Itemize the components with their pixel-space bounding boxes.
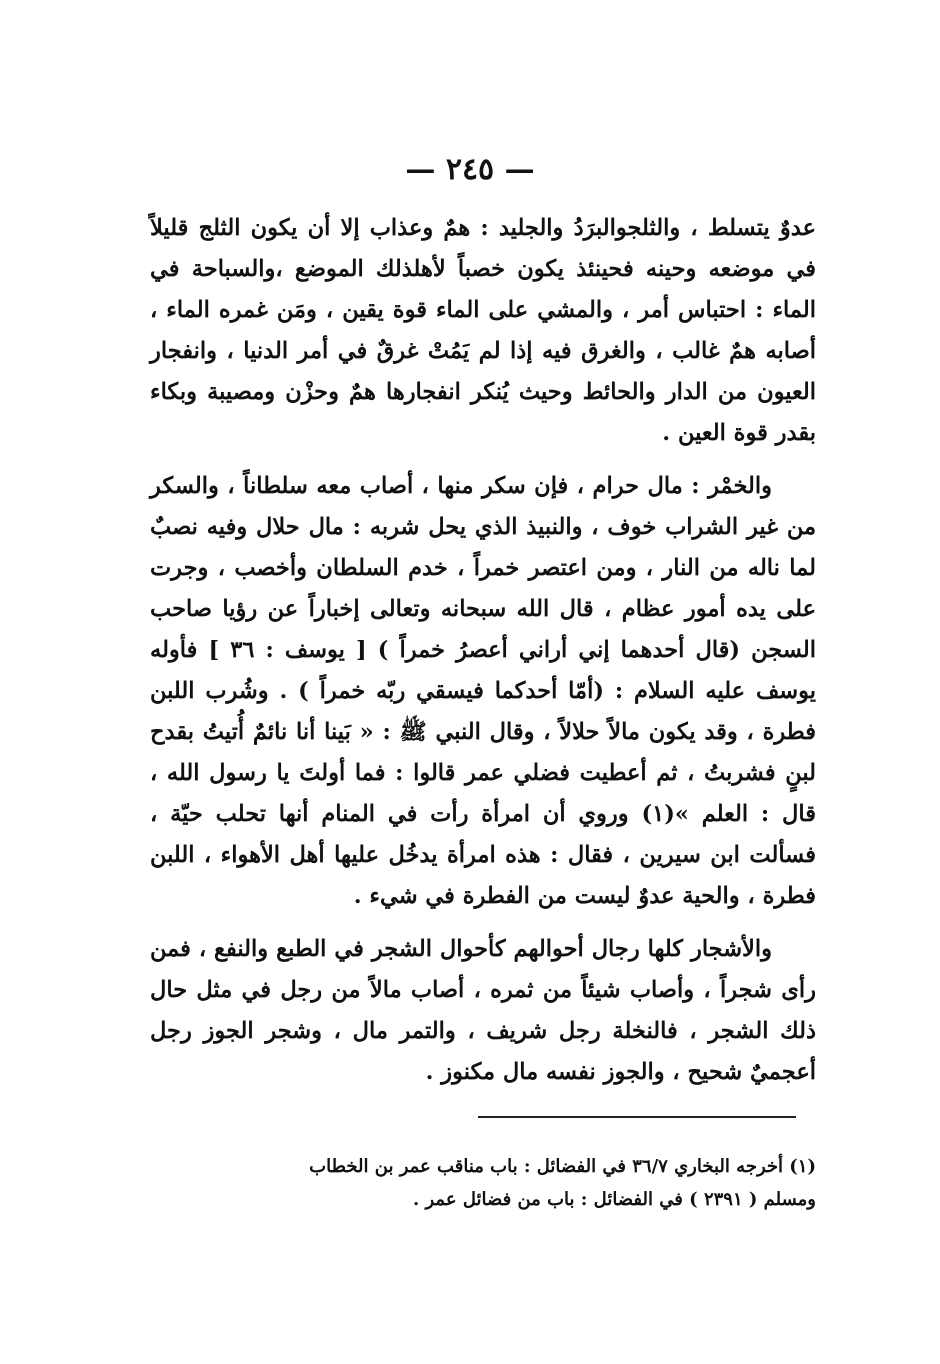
footnote bbox=[150, 1150, 816, 1216]
footnote-line-1: (١) أخرجه البخاري ٣٦/٧ في الفضائل : باب مناقب عمر بن الخطاب bbox=[309, 1156, 816, 1177]
footnote-separator bbox=[478, 1116, 796, 1118]
paragraph-snow-water: عدوٌ يتسلط ، والثلجوالبرَدُ والجليد : همٌ وعذاب إلا أن يكون الثلج قليلاً في موضعه وحينه فحينئذ يكون خصباً لأهلذلك الموضع ،والسباحة في الماء : احتباس أمر ، والمشي على الماء قوة يقين ، ومَن غمره الماء ، أصابه همٌ غالب ، والغرق فيه إذا لم يَمُتْ غرقٌ في أمر الدنيا ، وانفجار العيون من الدار والحائط وحيث يُنكر انفجارها همٌ وحزْن ومصيبة وبكاء بقدر قوة العين . bbox=[150, 215, 816, 446]
main-text bbox=[150, 208, 816, 1105]
paragraph-trees: والأشجار كلها رجال أحوالهم كأحوال الشجر في الطبع والنفع ، فمن رأى شجراً ، وأصاب شيئاً من ثمره ، أصاب مالاً من رجل في مثل حال ذلك الشجر ، فالنخلة رجل شريف ، والتمر مال ، وشجر الجوز رجل أعجميٌ شحيح ، والجوز نفسه مال مكنوز . bbox=[150, 936, 816, 1085]
footnote-line-2: ومسلم ( ٢٣٩١ ) في الفضائل : باب من فضائل عمر . bbox=[412, 1189, 816, 1210]
paragraph-wine-milk: والخمْر : مال حرام ، فإن سكر منها ، أصاب معه سلطاناً ، والسكر من غير الشراب خوف ، والنبيذ الذي يحل شربه : مال حلال وفيه نصبٌ لما ناله من النار ، ومن اعتصر خمراً ، خدم السلطان وأخصب ، وجرت على يده أمور عظام ، قال الله سبحانه وتعالى إخباراً عن رؤيا صاحب السجن (قال أحدهما إني أراني أعصرُ خمراً ) [ يوسف : ٣٦ ] فأوله يوسف عليه السلام : (أمّا أحدكما فيسقي ربّه خمراً ) . وشُرب اللبن فطرة ، وقد يكون مالاً حلالاً ، وقال النبي ﷺ : « بَينا أنا نائمٌ أُتيتُ بقدح لبنٍ فشربتُ ، ثم أعطيت فضلي عمر قالوا : فما أولتَ يا رسول الله ، قال : العلم »(١) وروي أن امرأة رأت في المنام أنها تحلب حيّة ، فسألت ابن سيرين ، فقال : هذه امرأة يدخُل عليها أهل الأهواء ، اللبن فطرة ، والحية عدوٌ ليست من الفطرة في شيء . bbox=[150, 473, 816, 909]
page-number: — ٢٤٥ — bbox=[405, 152, 535, 187]
